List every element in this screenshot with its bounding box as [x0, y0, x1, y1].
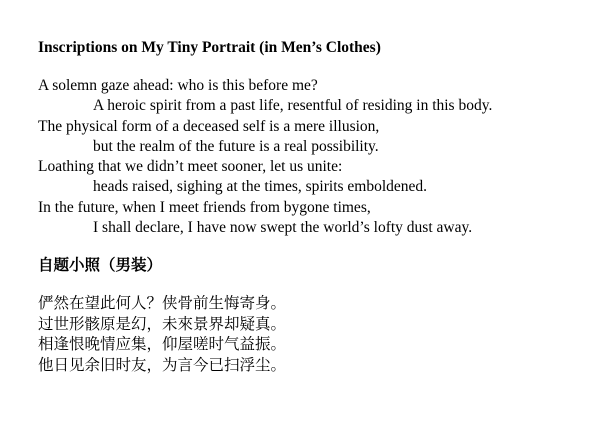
english-line-indented: but the realm of the future is a real possibility. — [93, 137, 379, 155]
english-line: The physical form of a deceased self is a mere illusion, — [38, 117, 380, 135]
english-poem — [38, 76, 588, 238]
english-line-indented: I shall declare, I have now swept the world’s lofty dust away. — [93, 219, 473, 237]
chinese-line: 他日见余旧时友，为言今已扫浮尘。 — [38, 356, 287, 374]
chinese-title: 自题小照（男装） — [38, 257, 163, 275]
english-line-indented: heads raised, sighing at the times, spirits emboldened. — [93, 178, 428, 196]
english-line: In the future, when I meet friends from bygone times, — [38, 198, 371, 216]
english-line: Loathing that we didn’t meet sooner, let us unite: — [38, 158, 343, 176]
chinese-line: 过世形骸原是幻，未來景界却疑真。 — [38, 315, 287, 333]
chinese-line: 俨然在望此何人？侠骨前生悔寄身。 — [38, 295, 287, 313]
english-line-indented: A heroic spirit from a past life, resentful of residing in this body. — [93, 97, 493, 115]
chinese-poem — [38, 294, 588, 376]
english-title: Inscriptions on My Tiny Portrait (in Men’s Clothes) — [38, 39, 381, 56]
english-line: A solemn gaze ahead: who is this before me? — [38, 77, 318, 94]
chinese-line: 相逢恨晚情应集，仰屋嗟时气益振。 — [38, 336, 287, 354]
document-body — [38, 38, 588, 376]
